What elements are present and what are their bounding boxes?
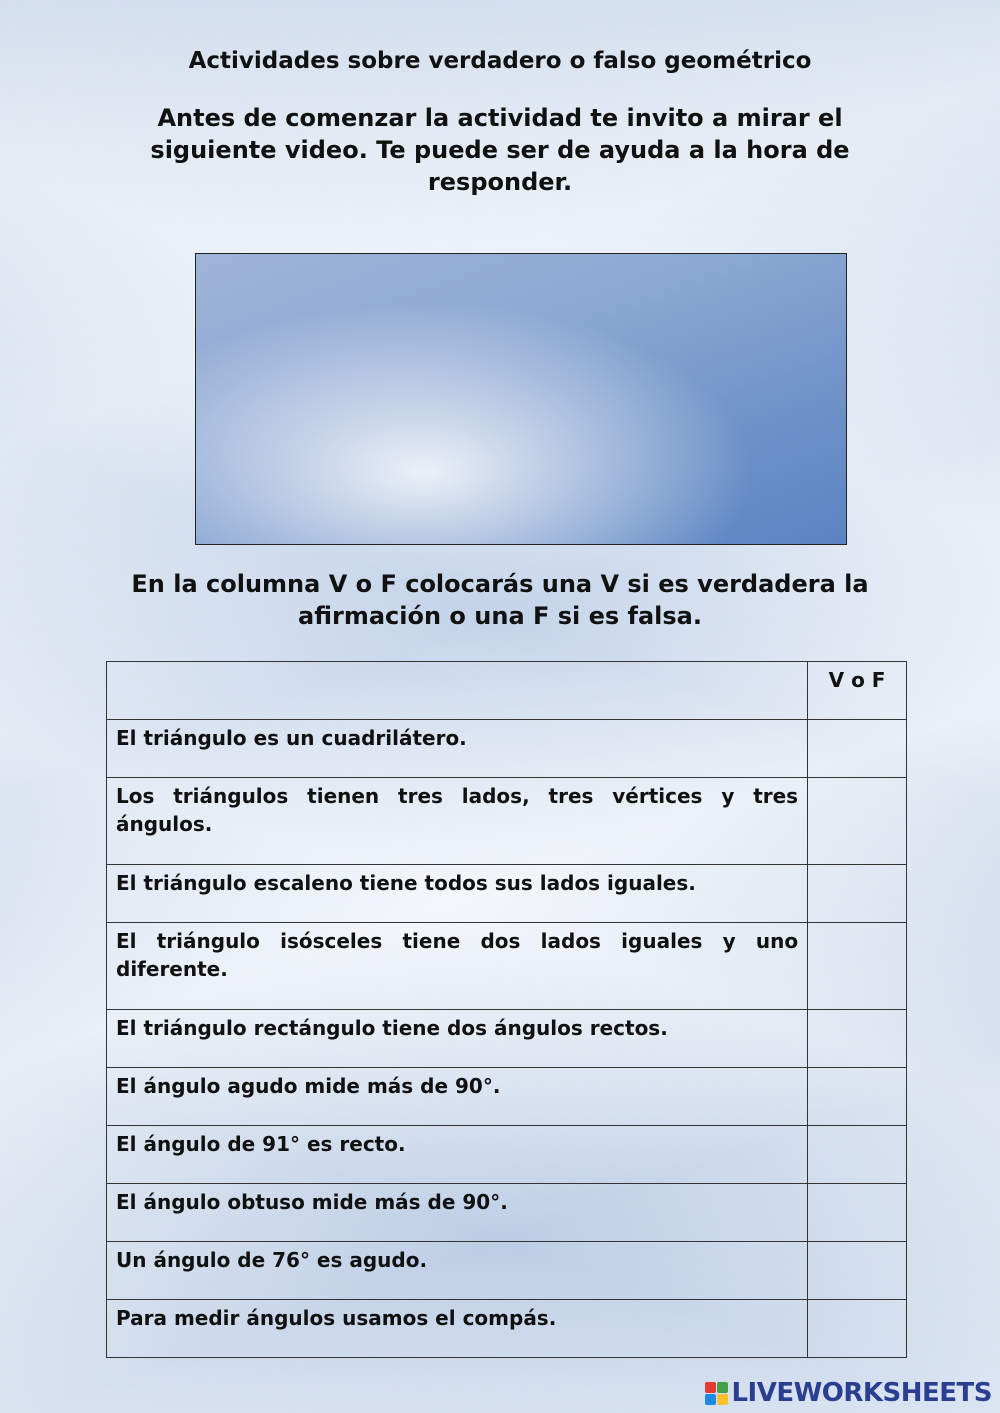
table-row — [107, 778, 907, 865]
true-false-table — [106, 661, 907, 1358]
table-row — [107, 1010, 907, 1068]
statement-cell: Los triángulos tienen tres lados, tres vértices y tres ángulos. — [107, 778, 808, 865]
page-title: Actividades sobre verdadero o falso geométrico — [188, 48, 812, 74]
table-row — [107, 1300, 907, 1358]
answer-cell[interactable] — [808, 720, 907, 778]
answer-column-header: V o F — [808, 662, 907, 720]
intro-text: Antes de comenzar la actividad te invito a mirar el siguiente video. Te puede ser de ayuda a la hora de responder. — [150, 104, 850, 196]
answer-cell[interactable] — [808, 1068, 907, 1126]
table-row — [107, 923, 907, 1010]
statement-cell: Para medir ángulos usamos el compás. — [107, 1300, 808, 1358]
statement-cell: El ángulo agudo mide más de 90°. — [107, 1068, 808, 1126]
answer-cell[interactable] — [808, 923, 907, 1010]
statement-cell: El triángulo escaleno tiene todos sus lados iguales. — [107, 865, 808, 923]
instructions-text: En la columna V o F colocarás una V si es verdadera la afirmación o una F si es falsa. — [131, 570, 869, 630]
table-row — [107, 865, 907, 923]
table-row — [107, 720, 907, 778]
answer-cell[interactable] — [808, 1242, 907, 1300]
statement-cell: El triángulo rectángulo tiene dos ángulos rectos. — [107, 1010, 808, 1068]
video-embed[interactable] — [195, 253, 847, 545]
table-header-row — [107, 662, 907, 720]
liveworksheets-logo[interactable] — [705, 1379, 992, 1407]
statement-column-header — [107, 662, 808, 720]
logo-text: LIVEWORKSHEETS — [731, 1378, 992, 1408]
liveworksheets-logo-icon — [705, 1382, 728, 1405]
answer-cell[interactable] — [808, 1300, 907, 1358]
answer-cell[interactable] — [808, 865, 907, 923]
table-row — [107, 1184, 907, 1242]
statement-cell: Un ángulo de 76° es agudo. — [107, 1242, 808, 1300]
statement-cell: El ángulo obtuso mide más de 90°. — [107, 1184, 808, 1242]
statement-cell: El triángulo isósceles tiene dos lados iguales y uno diferente. — [107, 923, 808, 1010]
table-row — [107, 1126, 907, 1184]
answer-cell[interactable] — [808, 1126, 907, 1184]
answer-cell[interactable] — [808, 1184, 907, 1242]
table-row — [107, 1242, 907, 1300]
table-row — [107, 1068, 907, 1126]
statement-cell: El ángulo de 91° es recto. — [107, 1126, 808, 1184]
answer-cell[interactable] — [808, 1010, 907, 1068]
answer-cell[interactable] — [808, 778, 907, 865]
statement-cell: El triángulo es un cuadrilátero. — [107, 720, 808, 778]
